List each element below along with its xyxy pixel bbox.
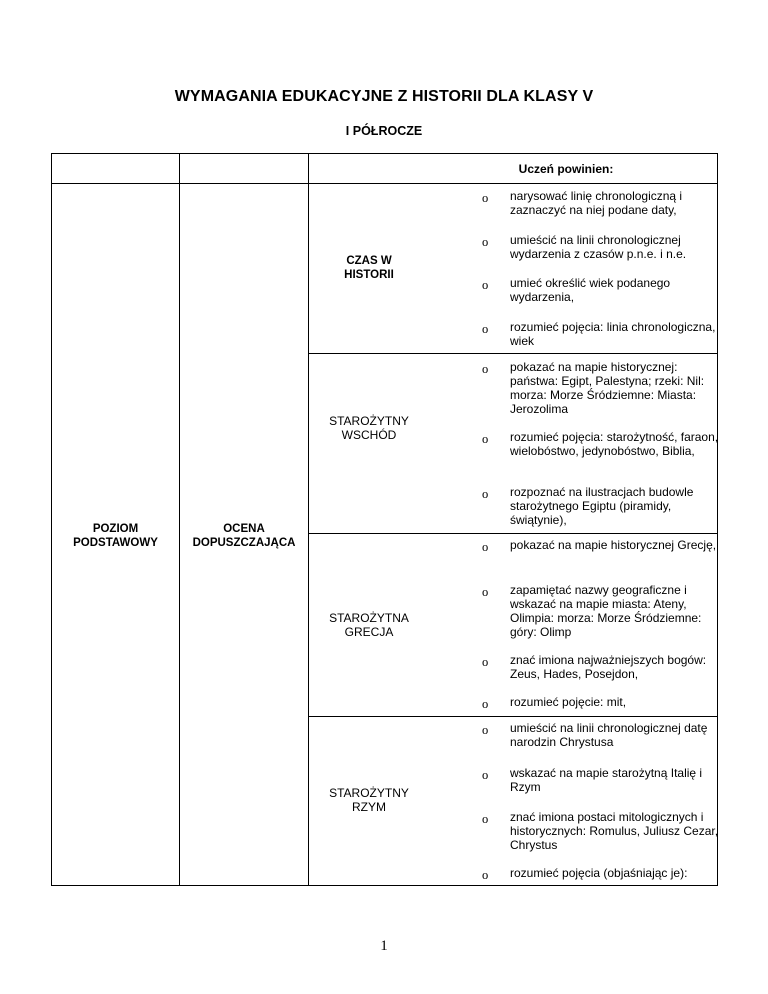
grade-cell — [180, 522, 308, 550]
bullet-marker: o — [482, 191, 489, 205]
bullet-marker: o — [482, 585, 489, 599]
table-left-border — [51, 153, 52, 886]
level-line-2: PODSTAWOWY — [73, 537, 158, 549]
bullet-marker: o — [482, 362, 489, 376]
bullet-marker: o — [482, 655, 489, 669]
topic-line-2: HISTORII — [344, 269, 394, 281]
requirement-item: rozumieć pojęcia: linia chronologiczna, wiek — [510, 320, 716, 348]
requirement-item: znać imiona najważniejszych bogów: Zeus, Hades, Posejdon, — [510, 653, 707, 681]
bullet-marker: o — [482, 723, 489, 737]
topic-line-1: STAROŻYTNY — [329, 414, 409, 428]
requirement-item: umieścić na linii chronologicznej wydarzenia z czasów p.n.e. i n.e. — [510, 233, 687, 261]
bullet-marker: o — [482, 432, 489, 446]
requirement-item: pokazać na mapie historycznej Grecję, — [510, 538, 717, 552]
page-number: 1 — [380, 938, 388, 954]
requirement-item: rozumieć pojęcie: mit, — [510, 695, 627, 709]
requirement-item: rozpoznać na ilustracjach budowle starożytnego Egiptu (piramidy, świątynie), — [510, 485, 694, 527]
requirement-item: rozumieć pojęcia (objaśniając je): — [510, 866, 688, 880]
requirement-item: znać imiona postaci mitologicznych i historycznych: Romulus, Juliusz Cezar, Chrystus — [510, 810, 719, 852]
requirement-item: umieścić na linii chronologicznej datę narodzin Chrystusa — [510, 721, 708, 749]
bullet-marker: o — [482, 278, 489, 292]
table-header: Uczeń powinien: — [518, 162, 614, 176]
header-row-border — [51, 183, 718, 184]
topic-starozytny-rzym — [309, 786, 429, 814]
document-subtitle: I PÓŁROCZE — [345, 124, 423, 138]
topic-line-2: GRECJA — [344, 625, 394, 639]
bullet-marker: o — [482, 487, 489, 501]
table-bottom-border — [51, 885, 718, 886]
requirement-item: rozumieć pojęcia: starożytność, faraon, wielobóstwo, jedynobóstwo, Biblia, — [510, 430, 719, 458]
bullet-marker: o — [482, 540, 489, 554]
bullet-marker: o — [482, 812, 489, 826]
level-line-1: POZIOM — [92, 523, 139, 535]
bullet-marker: o — [482, 697, 489, 711]
section-divider-3 — [308, 716, 718, 717]
document-title: WYMAGANIA EDUKACYJNE Z HISTORII DLA KLASY V — [174, 88, 594, 105]
topic-line-2: WSCHÓD — [341, 428, 397, 442]
bullet-marker: o — [482, 868, 489, 882]
bullet-marker: o — [482, 768, 489, 782]
level-cell — [52, 522, 179, 550]
topic-line-2: RZYM — [352, 800, 386, 814]
requirement-item: umieć określić wiek podanego wydarzenia, — [510, 276, 671, 304]
requirement-item: pokazać na mapie historycznej: państwa: Egipt, Palestyna; rzeki: Nil: morza: Morze Śródziemne: Miasta: Jerozolima — [510, 360, 705, 416]
grade-line-2: DOPUSZCZAJĄCA — [192, 537, 296, 549]
topic-starozytny-wschod — [309, 414, 429, 442]
topic-line-1: STAROŻYTNA — [329, 611, 409, 625]
table-top-border — [51, 153, 718, 154]
section-divider-1 — [308, 353, 718, 354]
requirement-item: wskazać na mapie starożytną Italię i Rzym — [510, 766, 703, 794]
section-divider-2 — [308, 533, 718, 534]
topic-line-1: STAROŻYTNY — [329, 786, 409, 800]
requirement-item: zapamiętać nazwy geograficzne i wskazać na mapie miasta: Ateny, Olimpia: morza: Morze Śródziemne: góry: Olimp — [510, 583, 702, 639]
topic-starozytna-grecja — [309, 611, 429, 639]
bullet-marker: o — [482, 235, 489, 249]
column-divider-1 — [179, 153, 180, 886]
topic-line-1: CZAS W — [346, 255, 392, 267]
requirement-item: narysować linię chronologiczną i zaznaczyć na niej podane daty, — [510, 189, 683, 217]
bullet-marker: o — [482, 322, 489, 336]
grade-line-1: OCENA — [223, 523, 265, 535]
topic-czas-w-historii — [309, 254, 429, 282]
